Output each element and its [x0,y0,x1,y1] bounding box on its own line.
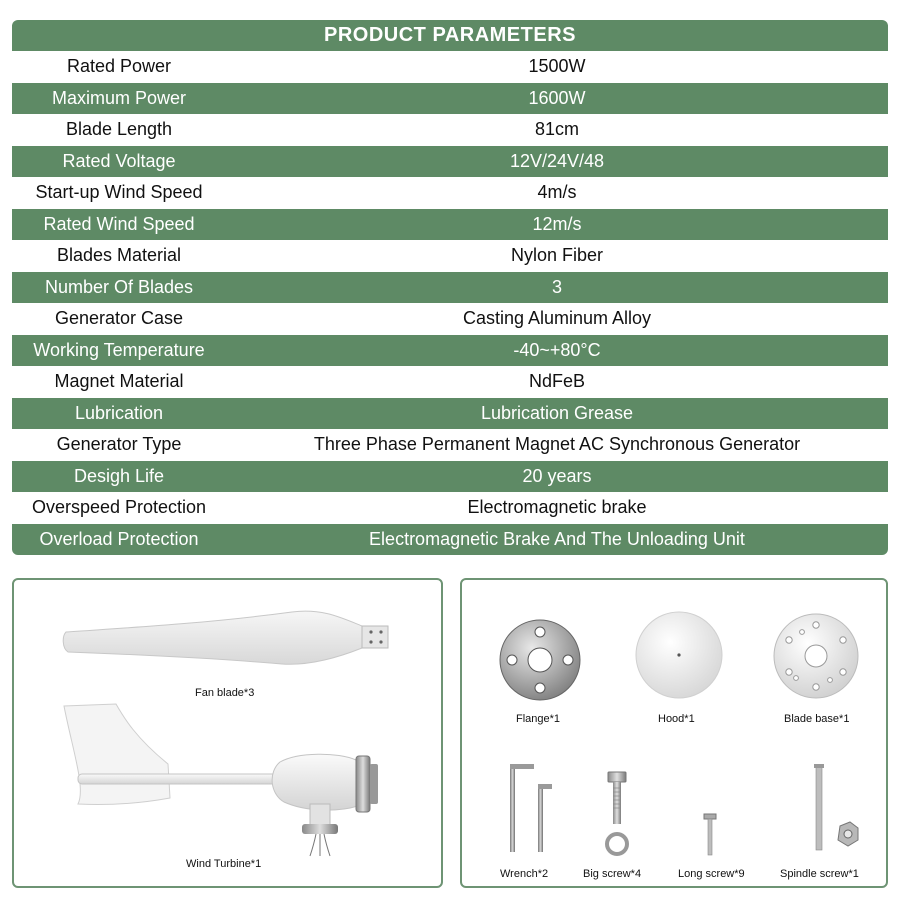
param-label: Overspeed Protection [31,497,207,518]
param-label: Generator Type [56,434,182,455]
param-row-generator-type [12,429,888,461]
blade-base-image [772,612,860,700]
param-row-lubrication [12,398,888,430]
param-value: -40~+80°C [513,339,601,360]
param-row-rated-voltage [12,146,888,178]
hood-image [634,610,724,700]
param-row-overload-protection [12,524,888,556]
fan-blade-caption: Fan blade*3 [195,687,255,699]
spindle-screw-image [802,764,862,864]
param-value: 3 [551,276,562,297]
param-label: Start-up Wind Speed [35,182,203,203]
param-value: 20 years [522,465,592,486]
param-row-overspeed-protection [12,492,888,524]
param-label: Lubrication [74,402,164,423]
turbine-parts-panel [12,578,443,888]
param-value: 12m/s [532,213,582,234]
param-label: Blade Length [65,119,173,140]
param-value: Nylon Fiber [510,245,604,266]
fan-blade-image [62,604,394,674]
param-row-working-temperature [12,335,888,367]
param-label: Desigh Life [73,465,165,486]
param-row-magnet-material [12,366,888,398]
param-label: Rated Power [66,56,172,77]
wind-turbine-image [58,698,390,858]
long-screw-caption: Long screw*9 [678,868,745,880]
param-value: Lubrication Grease [480,402,634,423]
flange-image [498,618,582,702]
wrench-caption: Wrench*2 [500,868,549,880]
param-label: Maximum Power [51,87,187,108]
param-value: 81cm [534,119,579,140]
big-screw-image [600,770,636,860]
param-value: 4m/s [537,182,577,203]
param-row-maximum-power [12,83,888,115]
param-label: Magnet Material [54,371,184,392]
parameters-header: PRODUCT PARAMETERS [12,20,888,51]
param-value: 1600W [528,87,586,108]
long-screw-image [700,812,720,860]
param-value: Electromagnetic brake [467,497,647,518]
blade-base-caption: Blade base*1 [784,713,850,725]
flange-caption: Flange*1 [516,713,561,725]
param-row-design-life [12,461,888,493]
big-screw-caption: Big screw*4 [583,868,642,880]
param-row-startup-wind-speed [12,177,888,209]
param-label: Blades Material [56,245,182,266]
param-row-rated-power [12,51,888,83]
param-label: Generator Case [54,308,184,329]
param-label: Rated Voltage [62,150,176,171]
param-value: 1500W [528,56,586,77]
param-row-generator-case [12,303,888,335]
spindle-screw-caption: Spindle screw*1 [780,868,859,880]
param-label: Working Temperature [33,339,205,360]
param-row-blade-length [12,114,888,146]
wrench-image [502,760,562,860]
accessories-panel [460,578,888,888]
param-row-number-of-blades [12,272,888,304]
param-value: 12V/24V/48 [509,150,605,171]
param-value: Electromagnetic Brake And The Unloading Unit [369,528,745,549]
param-label: Overload Protection [39,528,199,549]
wind-turbine-caption: Wind Turbine*1 [186,858,262,870]
param-row-blades-material [12,240,888,272]
param-value: NdFeB [528,371,586,392]
param-value: Casting Aluminum Alloy [462,308,652,329]
param-label: Rated Wind Speed [43,213,195,234]
param-label: Number Of Blades [44,276,194,297]
hood-caption: Hood*1 [658,713,695,725]
param-row-rated-wind-speed [12,209,888,241]
param-value: Three Phase Permanent Magnet AC Synchronous Generator [313,434,801,455]
parameters-table [12,51,888,555]
